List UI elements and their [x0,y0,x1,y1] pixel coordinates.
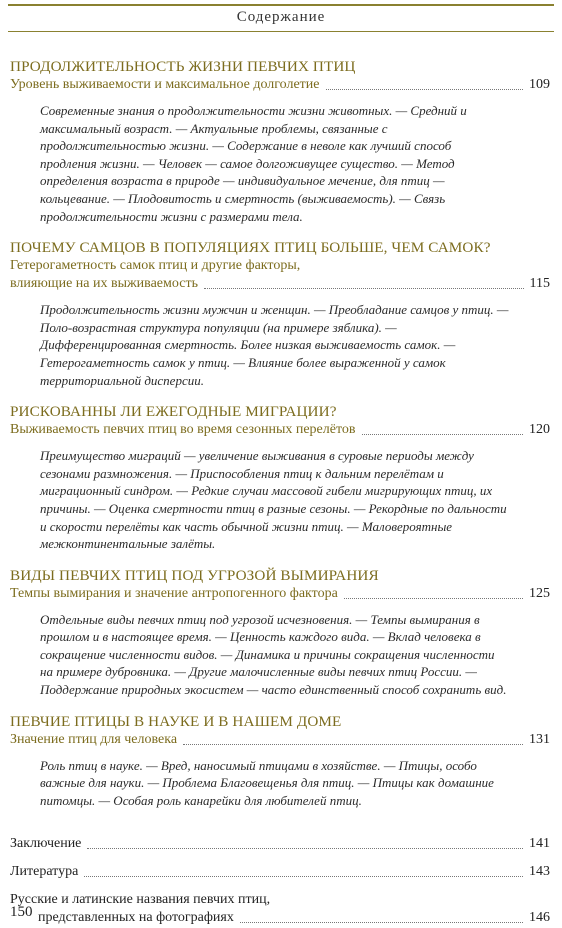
toc-entry[interactable] [10,585,550,603]
entry-title: Русские и латинские названия певчих птиц, [10,892,271,908]
dot-leader [240,921,523,923]
page-number: 120 [529,422,550,438]
entry-title: Уровень выживаемости и максимальное долголетие [10,77,320,92]
section-description: Отдельные виды певчих птиц под угрозой исчезновения. — Темпы вымирания в прошлом и в настоящее время. — Ценность каждого вида. — Вклад человека в сокращение численности видов. — Динамика и причины сокращения численности на примере дубровника. — Другие малочисленные виды певчих птиц России. — Поддержание природных экосистем — часто единственный способ сохранить вид. [40,611,507,698]
section-title: РИСКОВАННЫ ЛИ ЕЖЕГОДНЫЕ МИГРАЦИИ? [10,403,337,421]
section-title: ПЕВЧИЕ ПТИЦЫ В НАУКЕ И В НАШЕМ ДОМЕ [10,712,342,730]
page-number: 141 [529,836,550,852]
page-folio: 150 [10,904,33,920]
entry-title-continued: представленных на фотографиях [38,910,234,926]
entry-title: Темпы вымирания и значение антропогенного фактора [10,585,338,601]
toc-section [10,713,550,810]
toc-section [10,403,550,553]
dot-leader [204,287,524,289]
toc-entry-names[interactable] [10,909,550,927]
section-description: Современные знания о продолжительности жизни животных. — Средний и максимальный возраст. — Актуальные проблемы, связанные с продолжительностью жизни. — Содержание в неволе как лучший способ продления жизни. — Человек — самое долгоживущее существо. — Метод определения возраста в природе — индивидуальное мечение, для птиц — кольцевание. — Плодовитость и смертность (выживаемость). — Связь продолжительности жизни с размерами тела. [40,103,467,224]
dot-leader [87,847,523,849]
toc-section [10,239,550,389]
entry-title: Значение птиц для человека [10,731,178,747]
section-description: Преимущество миграций — увеличение выживания в суровые периоды между сезонами размножения. — Приспособления птиц к дальним перелётам и миграционный синдром. — Редкие случаи массовой гибели мигрирующих птиц, их причины. — Оценка смертности птиц в разные сезоны. — Рекордные по дальности и скорости перелёты как часть обычной жизни птиц. — Маловероятные межконтинентальные залёты. [40,448,507,552]
header-rule-top [8,4,554,6]
entry-title-continued: влияющие на их выживаемость [10,276,198,292]
dot-leader [84,875,523,877]
section-description: Роль птиц в науке. — Вред, наносимый птицами в хозяйстве. — Птицы, особо важные для науки. — Проблема Благовещенья для птиц. — Птицы как домашние питомцы. — Особая роль канарейки для любителей птиц. [40,757,494,808]
back-matter [10,835,550,927]
section-title: ПРОДОЛЖИТЕЛЬНОСТЬ ЖИЗНИ ПЕВЧИХ ПТИЦ [10,58,356,75]
running-head: Содержание [236,9,326,25]
toc-section [10,58,550,225]
page-number: 125 [529,585,550,601]
toc-entry-conclusion[interactable] [10,835,550,853]
page-number: 115 [529,276,550,292]
toc-entry[interactable] [10,76,550,94]
page-number: 143 [529,864,550,880]
dot-leader [362,433,523,435]
page-number: 146 [529,910,550,926]
header-rule-bottom [8,31,554,32]
toc-entry-line[interactable] [10,257,550,275]
toc-entry[interactable] [10,275,550,293]
entry-title: Гетерогаметность самок птиц и другие факторы, [10,258,301,274]
section-title: ВИДЫ ПЕВЧИХ ПТИЦ ПОД УГРОЗОЙ ВЫМИРАНИЯ [10,566,379,584]
section-description: Продолжительность жизни мужчин и женщин. — Преобладание самцов у птиц. — Поло-возрастная структура популяции (на примере зяблика). — Дифференцированная смертность. Более низкая выживаемость самок. — Гетерогаметность самок у птиц. — Влияние более выраженной у самок территориальной дисперсии. [40,302,509,388]
entry-title: Выживаемость певчих птиц во время сезонных перелётов [10,422,356,438]
entry-title: Литература [10,864,79,880]
toc-entry[interactable] [10,731,550,749]
toc-section [10,567,550,699]
toc-entry-literature[interactable] [10,863,550,881]
entry-title: Заключение [10,836,82,852]
toc-entry[interactable] [10,421,550,439]
page-number: 131 [529,731,550,747]
dot-leader [344,597,523,599]
table-of-contents [10,58,550,927]
page-number: 109 [529,77,550,92]
dot-leader [183,743,523,745]
toc-entry-names-line[interactable] [10,891,550,909]
section-title: ПОЧЕМУ САМЦОВ В ПОПУЛЯЦИЯХ ПТИЦ БОЛЬШЕ, ЧЕМ САМОК? [10,239,491,257]
dot-leader [326,88,523,90]
